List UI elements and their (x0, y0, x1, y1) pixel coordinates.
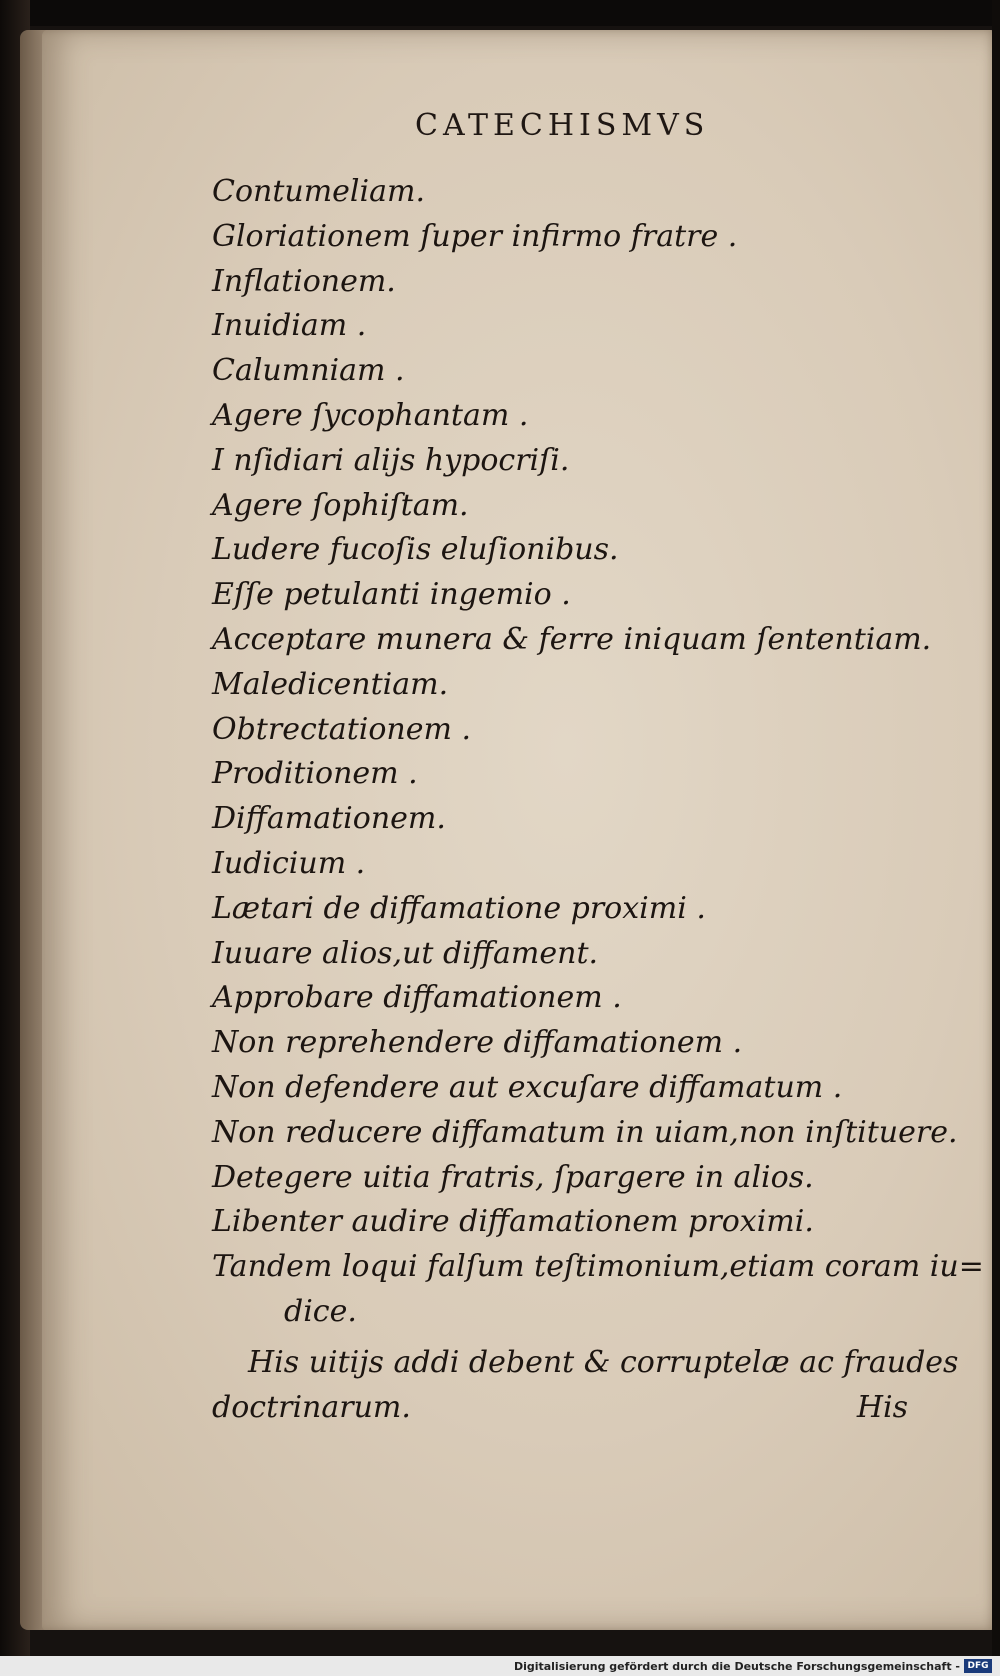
text-line: Approbare diffamationem . (212, 980, 622, 1016)
digitization-footer (0, 1656, 1000, 1676)
scan-right-border (992, 0, 1000, 1676)
text-line: I nſidiari alijs hypocriſi. (212, 442, 570, 478)
text-line: Inuidiam . (212, 308, 367, 344)
text-line: Inflationem. (212, 263, 396, 299)
text-line: Iuuare alios,ut diffament. (212, 935, 599, 971)
text-line: Ludere fucoſis eluſionibus. (212, 532, 619, 568)
text-line: Gloriationem ſuper infirmo fratre . (212, 218, 738, 254)
text-line: Eſſe petulanti ingemio . (212, 577, 571, 613)
text-line: Lætari de diffamatione proximi . (212, 890, 706, 926)
text-line: Non defendere aut excuſare diffamatum . (212, 1069, 843, 1105)
body-text (212, 170, 984, 1430)
funding-credit: Digitalisierung gefördert durch die Deutsche Forschungsgemeinschaft - (513, 1660, 960, 1673)
running-header: CATECHISMVS (415, 108, 710, 143)
scan-top-border (0, 0, 1000, 26)
catchword: His (856, 1389, 908, 1425)
text-line-continuation: dice. (284, 1293, 357, 1329)
dfg-logo-icon: DFG (964, 1659, 992, 1673)
text-line: Maledicentiam. (212, 666, 449, 702)
paragraph-last-line (212, 1386, 932, 1431)
text-line: Diffamationem. (212, 801, 446, 837)
paragraph-last-line-text: doctrinarum. (212, 1389, 411, 1425)
text-line: Proditionem . (212, 756, 418, 792)
text-line: Non reprehendere diffamationem . (212, 1025, 743, 1061)
text-line: Libenter audire diffamationem proximi. (212, 1204, 814, 1240)
text-line: Iudicium . (212, 845, 366, 881)
text-line: Non reducere diffamatum in uiam,non inſtituere. (212, 1114, 958, 1150)
text-line: Tandem loqui falſum teſtimonium,etiam coram iu= (212, 1249, 984, 1285)
text-line: Contumeliam. (212, 174, 425, 209)
text-line: Detegere uitia fratris, ſpargere in alios. (212, 1159, 814, 1195)
text-line: Agere ſycophantam . (212, 397, 529, 433)
text-line: Agere ſophiſtam. (212, 487, 469, 523)
text-line: Calumniam . (212, 353, 405, 389)
text-line: Acceptare munera & ferre iniquam ſententiam. (212, 621, 932, 657)
paragraph-first-line: His uitijs addi debent & corruptelæ ac fraudes (248, 1344, 959, 1380)
text-line: Obtrectationem . (212, 711, 471, 747)
